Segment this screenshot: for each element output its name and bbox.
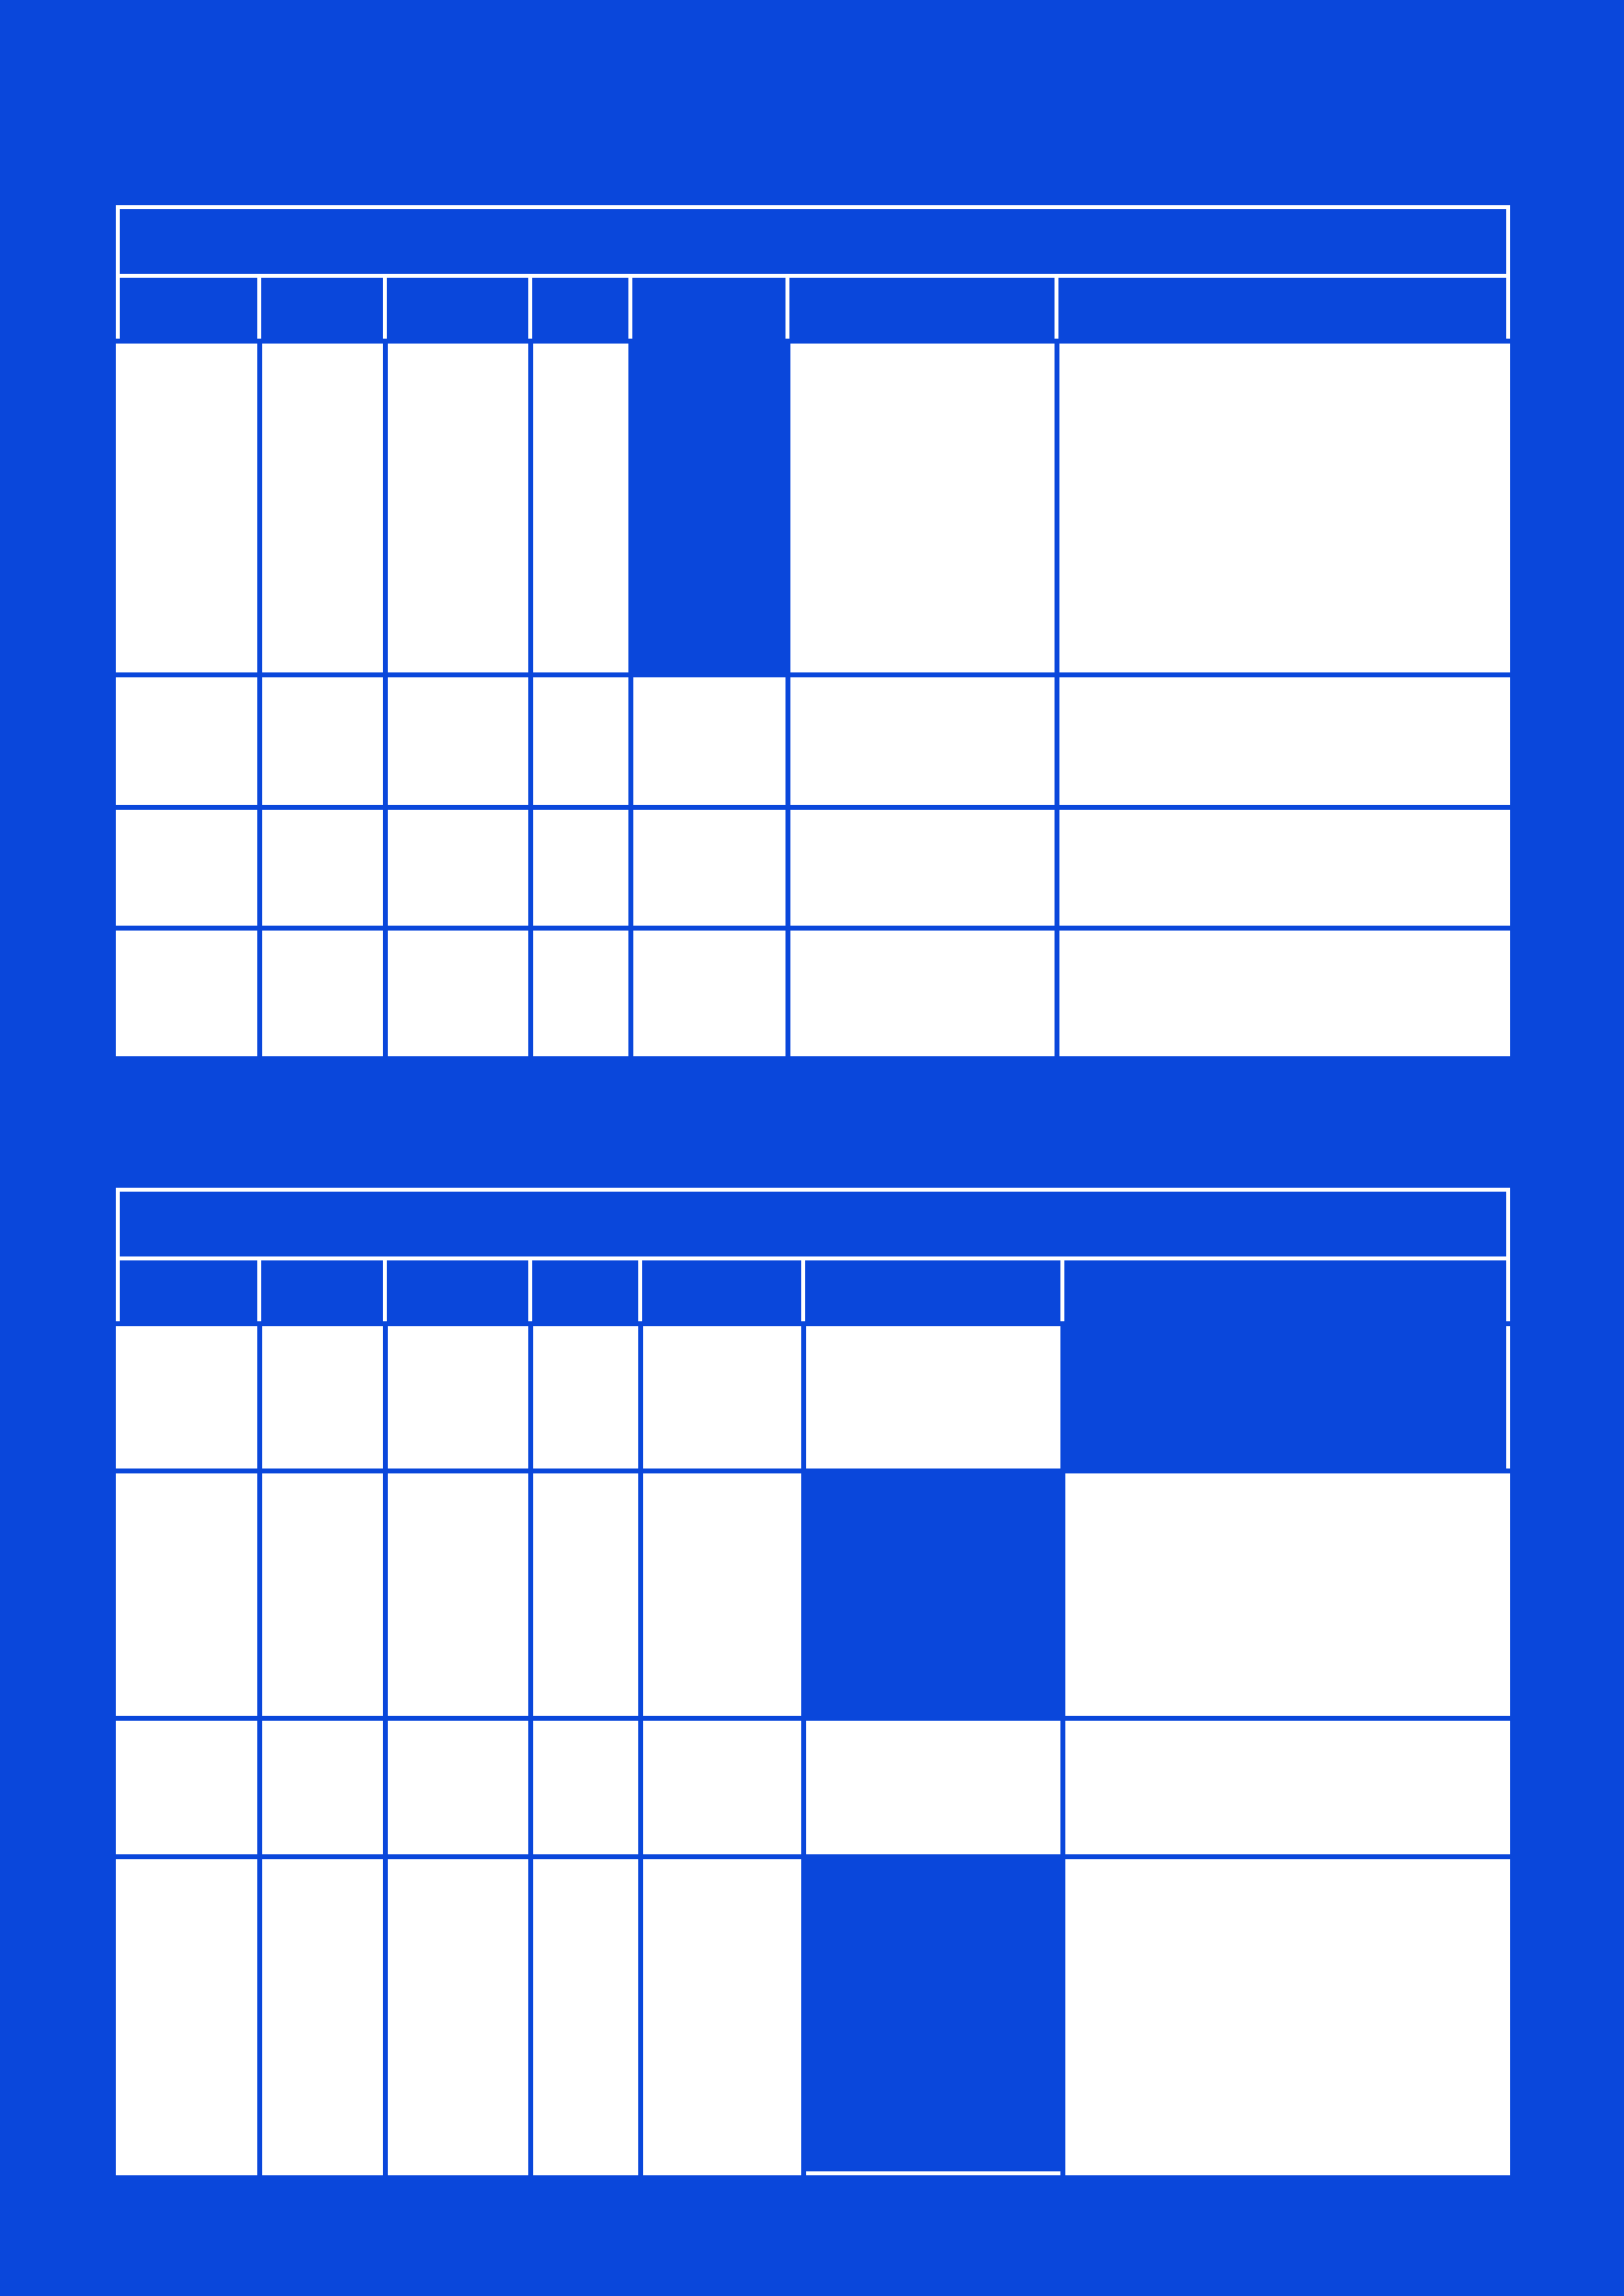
- tournament-name: [803, 1719, 1062, 1857]
- event-number: [530, 929, 630, 1054]
- fee-chips: [1056, 929, 1508, 1054]
- trophy-logo-icon: [692, 1750, 751, 1825]
- start-time: [118, 929, 259, 1054]
- tournament-name: [803, 1324, 1062, 1471]
- trophy-cell: [640, 1471, 803, 1719]
- event-number: [530, 1324, 640, 1471]
- trophy-logo-icon: [679, 830, 738, 905]
- header-number: [530, 1258, 640, 1324]
- fee-cell-empty: [1062, 1324, 1508, 1471]
- trophy-cell-empty: [630, 342, 787, 675]
- table-row: [118, 342, 1508, 675]
- start-time: [118, 1471, 259, 1719]
- trophy-logo-icon: [679, 704, 738, 778]
- fee-chips: [1062, 1471, 1508, 1719]
- late-reg-time: [259, 929, 385, 1054]
- table-row: [118, 1857, 1508, 2173]
- header-late: [259, 1258, 385, 1324]
- header-trophy: [640, 1258, 803, 1324]
- table-row: [118, 1324, 1508, 1471]
- header-start: [118, 276, 259, 342]
- header-start: [118, 1258, 259, 1324]
- start-time: [118, 675, 259, 808]
- fee-chips: [1056, 342, 1508, 675]
- fee-chips: [1056, 675, 1508, 808]
- finish-time: [385, 1324, 530, 1471]
- header-tournament: [803, 1258, 1062, 1324]
- event-number: [530, 1857, 640, 2173]
- event-number: [530, 342, 630, 675]
- header-tournament: [787, 276, 1056, 342]
- day2-title: [118, 1190, 1508, 1258]
- trophy-cell: [640, 1719, 803, 1857]
- tournament-name: [803, 1471, 1062, 1719]
- fee-chips: [1062, 1719, 1508, 1857]
- tournament-name: [803, 1857, 1062, 2173]
- finish-time: [385, 808, 530, 929]
- header-number: [530, 276, 630, 342]
- finish-time: [385, 1719, 530, 1857]
- start-time: [118, 1719, 259, 1857]
- late-reg-time: [259, 1324, 385, 1471]
- tournament-name: [787, 342, 1056, 675]
- fee-chips: [1056, 808, 1508, 929]
- finish-time: [385, 342, 530, 675]
- finish-time: [385, 1471, 530, 1719]
- trophy-cell: [640, 1857, 803, 2173]
- start-time: [118, 1857, 259, 2173]
- trophy-logo-icon: [692, 1361, 751, 1435]
- trophy-logo-icon: [679, 954, 738, 1029]
- header-trophy: [630, 276, 787, 342]
- table-row: [118, 675, 1508, 808]
- fee-chips: [1062, 1857, 1508, 2173]
- day1-schedule-table: [116, 205, 1510, 1056]
- table-row: [118, 1471, 1508, 1719]
- event-number: [530, 675, 630, 808]
- trophy-logo-icon: [692, 1978, 751, 2053]
- late-reg-time: [259, 342, 385, 675]
- event-number: [530, 1719, 640, 1857]
- header-fee-chips: [1056, 276, 1508, 342]
- header-fee-chips: [1062, 1258, 1508, 1324]
- late-reg-time: [259, 1471, 385, 1719]
- day2-schedule-table: [116, 1188, 1510, 2175]
- table-row: [118, 929, 1508, 1054]
- tournament-name: [787, 929, 1056, 1054]
- finish-time: [385, 675, 530, 808]
- table-row: [118, 808, 1508, 929]
- trophy-cell: [630, 929, 787, 1054]
- header-late: [259, 276, 385, 342]
- late-reg-time: [259, 675, 385, 808]
- start-time: [118, 1324, 259, 1471]
- late-reg-time: [259, 808, 385, 929]
- trophy-cell: [630, 675, 787, 808]
- header-finish: [385, 276, 530, 342]
- start-time: [118, 808, 259, 929]
- tournament-name: [787, 675, 1056, 808]
- event-number: [530, 808, 630, 929]
- finish-time: [385, 929, 530, 1054]
- day1-title: [118, 207, 1508, 276]
- start-time: [118, 342, 259, 675]
- late-reg-time: [259, 1857, 385, 2173]
- trophy-logo-icon: [692, 1558, 751, 1632]
- trophy-cell: [630, 808, 787, 929]
- tournament-name: [787, 808, 1056, 929]
- header-finish: [385, 1258, 530, 1324]
- table-row: [118, 1719, 1508, 1857]
- event-number: [530, 1471, 640, 1719]
- late-reg-time: [259, 1719, 385, 1857]
- finish-time: [385, 1857, 530, 2173]
- trophy-cell: [640, 1324, 803, 1471]
